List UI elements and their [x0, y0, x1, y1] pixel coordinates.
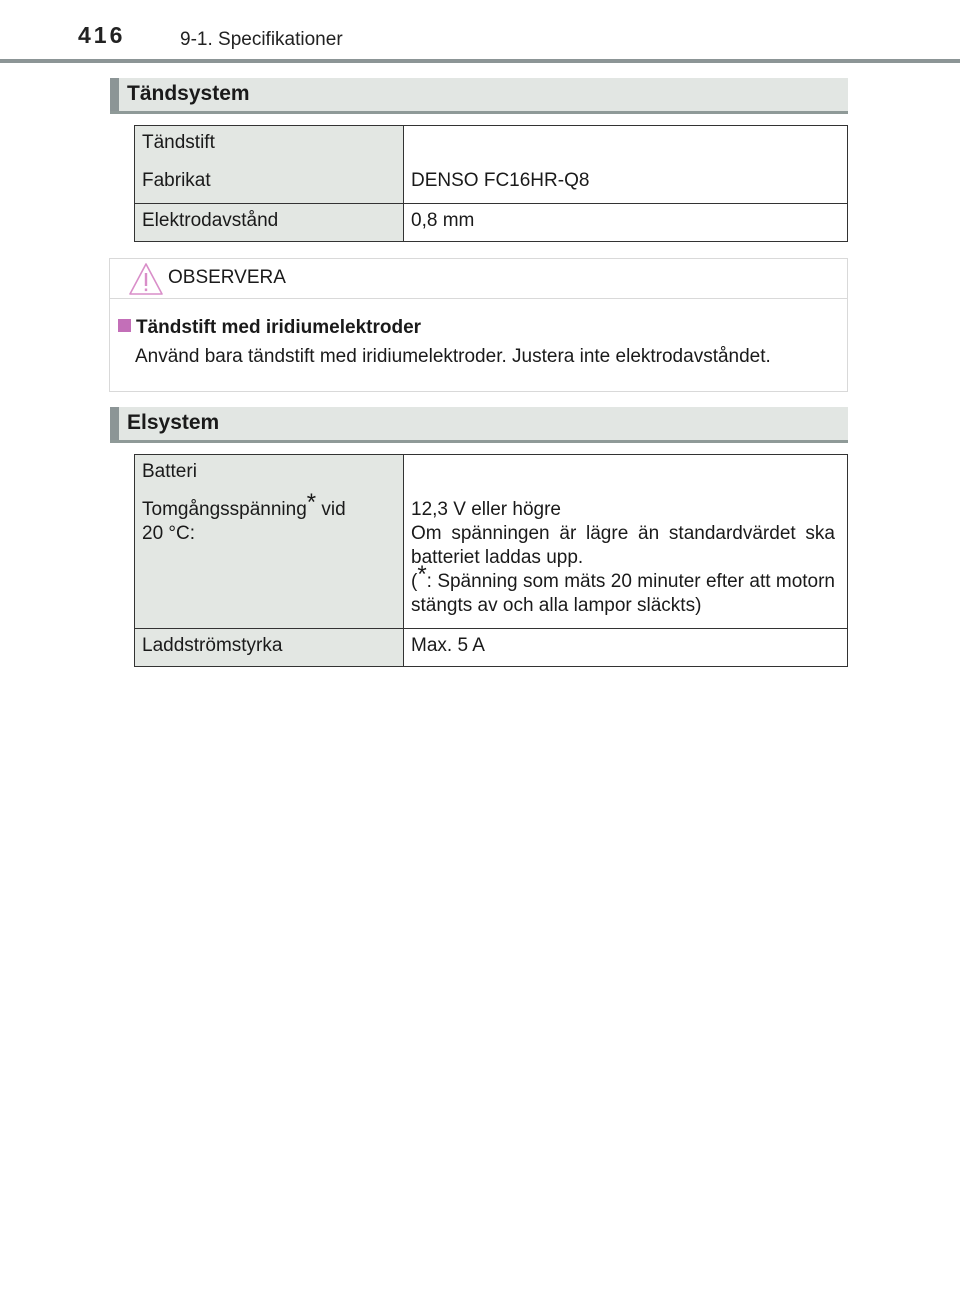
table-value-cell	[404, 455, 848, 629]
notice-text: Använd bara tändstift med iridiumelektroder. Justera inte elektrodavståndet.	[135, 346, 771, 367]
section-title-ignition: Tändsystem	[127, 82, 250, 105]
notice-title: OBSERVERA	[168, 267, 286, 288]
heading-accent-bar	[110, 407, 119, 440]
table-key-cell	[135, 629, 404, 667]
notice-subtitle-row	[118, 317, 421, 339]
warning-triangle-icon	[128, 262, 164, 296]
row-value-charge-note: Om spänningen är lägre än standardvärdet ska batteriet laddas upp.	[411, 523, 835, 568]
footnote-text: : Spänning som mäts 20 minuter efter att motorn stängts av och alla lampor släckts)	[411, 571, 835, 616]
chapter-title: 9-1. Specifikationer	[180, 29, 343, 50]
page-header	[0, 0, 960, 64]
page-number: 416	[78, 22, 126, 48]
footnote-star: *	[417, 560, 427, 588]
header-rule	[0, 59, 960, 63]
group-label-battery: Batteri	[142, 461, 197, 482]
row-value-charge-current: Max. 5 A	[411, 635, 485, 656]
row-key-idle-voltage	[135, 488, 403, 522]
table-key-cell	[135, 204, 404, 242]
section-title-electrical: Elsystem	[127, 411, 220, 434]
table-row	[135, 629, 848, 667]
table-value-cell	[404, 204, 848, 242]
row-value-footnote	[404, 560, 847, 618]
table-value-cell	[404, 629, 848, 667]
row-key-brand: Fabrikat	[142, 170, 211, 191]
table-row	[135, 455, 848, 629]
notice-subtitle: Tändstift med iridiumelektroder	[136, 317, 422, 338]
idle-voltage-key-text: Tomgångsspänning	[142, 499, 307, 520]
row-key-charge-current: Laddströmstyrka	[142, 635, 283, 656]
row-value-brand: DENSO FC16HR-Q8	[411, 170, 590, 191]
section-heading-electrical	[110, 407, 848, 443]
row-value-idle-voltage: 12,3 V eller högre	[411, 499, 561, 520]
heading-accent-bar	[110, 78, 119, 111]
idle-voltage-key-suffix: vid	[316, 499, 346, 520]
group-label-spark-plug: Tändstift	[142, 132, 215, 153]
notice-header	[110, 259, 847, 299]
ignition-spec-table	[134, 125, 848, 242]
section-heading-ignition	[110, 78, 848, 114]
square-bullet-icon	[118, 319, 131, 332]
table-row	[135, 126, 848, 204]
row-key-idle-voltage-temp: 20 °C:	[142, 523, 196, 544]
table-row	[135, 204, 848, 242]
notice-box	[109, 258, 848, 392]
row-value-electrode-gap: 0,8 mm	[411, 210, 475, 231]
footnote-open-paren: (	[411, 571, 418, 592]
electrical-spec-table	[134, 454, 848, 667]
table-key-cell	[135, 455, 404, 629]
table-key-cell	[135, 126, 404, 204]
row-key-electrode-gap: Elektrodavstånd	[142, 210, 279, 231]
footnote-star: *	[306, 488, 317, 516]
table-value-cell	[404, 126, 848, 204]
